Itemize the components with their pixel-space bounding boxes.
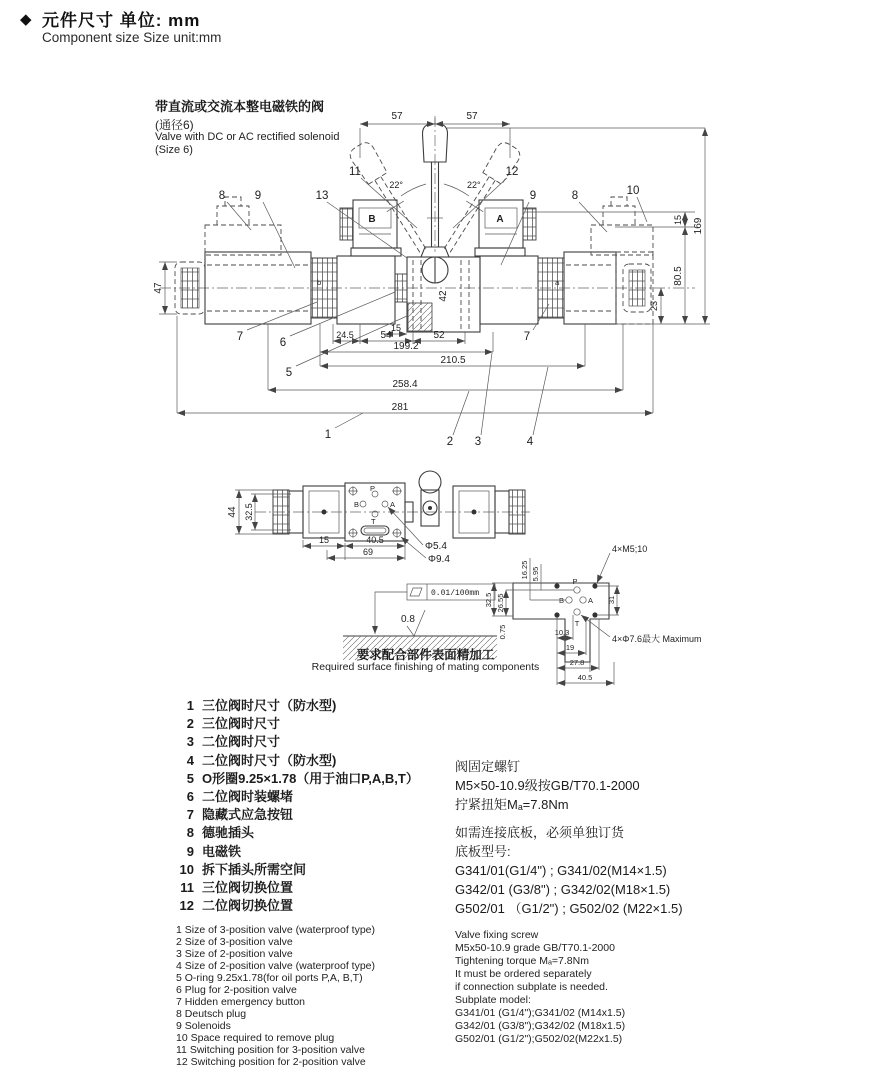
legend-item: 9 电磁铁 [186, 843, 242, 859]
callout-8-left: 8 [218, 190, 226, 202]
top-bottom-dims [303, 535, 405, 560]
callout-5: 5 [285, 367, 293, 379]
legend-item: 3 二位阀时尺寸 [186, 734, 281, 750]
drawing-size-cn: (通径6) [155, 118, 194, 132]
drawing-title-en: Valve with DC or AC rectified solenoid [155, 131, 340, 143]
connector-plug-a [479, 200, 536, 248]
legend-item: 1 Size of 3-position valve (waterproof type) [176, 924, 376, 936]
svg-text:5.95: 5.95 [531, 566, 540, 582]
note-line: G342/01 (G3/8");G342/02 (M18x1.5) [455, 1020, 626, 1032]
drawing-size-en: (Size 6) [155, 144, 193, 156]
callout-3: 3 [474, 436, 482, 448]
legend-item: 5 O-ring 9.25x1.78(for oil ports P,A, B,T) [176, 972, 363, 984]
dim-47 [153, 262, 177, 314]
legend-item: 2 三位阀时尺寸 [186, 716, 281, 732]
notes-chinese [455, 757, 683, 918]
mark-b: b [317, 278, 322, 287]
svg-text:52: 52 [433, 330, 445, 341]
note-line: M5x50-10.9 grade GB/T70.1-2000 [455, 942, 615, 954]
legend-item: 8 德驰插头 [186, 825, 255, 841]
dim-169 [693, 128, 705, 324]
page-title: 元件尺寸 单位: mm [42, 11, 201, 30]
page-subtitle: Component size Size unit:mm [42, 30, 222, 45]
top-lever-boss [405, 471, 441, 526]
note-line: M5×50-10.9级按GB/T70.1-2000 [455, 778, 640, 793]
dim-dia-9-4: Φ9.4 [428, 554, 450, 565]
note-line: Valve fixing screw [455, 929, 539, 941]
svg-text:32.5: 32.5 [484, 592, 493, 608]
svg-text:19: 19 [565, 643, 575, 652]
right-knurled-cap [623, 264, 651, 312]
top-port-b: B [354, 500, 360, 509]
legend-chinese [176, 697, 419, 915]
svg-text:80.5: 80.5 [673, 266, 684, 286]
angle-arc-right [444, 184, 469, 196]
callout-1: 1 [324, 429, 332, 441]
dim-22deg-left: 22° [389, 180, 403, 190]
left-emergency-button [311, 258, 337, 318]
flatness-callout [375, 584, 495, 634]
legend-item: 10 Space required to remove plug [176, 1032, 335, 1044]
note-line: 底板型号: [455, 844, 511, 859]
top-port-t: T [371, 517, 376, 526]
svg-text:40.5: 40.5 [366, 535, 384, 545]
svg-text:23: 23 [649, 300, 659, 312]
flatness-value: 0.01/100mm [431, 589, 480, 598]
svg-text:210.5: 210.5 [440, 355, 466, 366]
mark-a: a [555, 278, 560, 287]
callout-8-right: 8 [571, 190, 579, 202]
note-line: It must be ordered separately [455, 968, 592, 980]
svg-text:57: 57 [466, 111, 478, 122]
callout-7-left: 7 [236, 331, 244, 343]
legend-item: 4 Size of 2-position valve (waterproof type) [176, 960, 376, 972]
dim-210-5 [320, 355, 585, 366]
svg-text:40.5: 40.5 [577, 673, 593, 682]
callout-13: 13 [315, 190, 329, 202]
legend-item: 2 Size of 3-position valve [176, 936, 293, 948]
dim-281 [177, 402, 653, 413]
svg-text:69: 69 [362, 547, 374, 557]
mnt-port-p: P [572, 577, 578, 586]
top-left-solenoid [303, 486, 345, 538]
roughness-callout [401, 610, 425, 636]
subplate-outline [513, 583, 609, 662]
callouts [219, 166, 647, 448]
svg-text:26.55: 26.55 [496, 593, 505, 613]
svg-text:57: 57 [391, 111, 403, 122]
callout-6: 6 [279, 337, 287, 349]
right-plug-space-dashed [591, 197, 653, 255]
legend-item: 12 二位阀切换位置 [179, 898, 294, 914]
note-line: G502/01 （G1/2") ; G502/02 (M22×1.5) [455, 901, 683, 916]
mnt-port-a: A [588, 596, 594, 605]
mounting-pattern-drawing [486, 540, 731, 705]
legend-item: 10 拆下插头所需空间 [179, 861, 307, 877]
note-line: 阀固定螺钉 [455, 759, 521, 774]
legend-item: 4 二位阀时尺寸（防水型) [186, 752, 337, 768]
svg-text:47: 47 [153, 282, 164, 294]
right-emergency-button [538, 258, 564, 318]
dim-dia-5-4: Φ5.4 [425, 541, 447, 552]
port-label-b-plug: B [368, 214, 376, 225]
legend-item: 3 Size of 2-position valve [176, 948, 293, 960]
legend-item: 12 Switching position for 2-position valve [176, 1056, 366, 1068]
callout-7-right: 7 [523, 331, 531, 343]
legend-item: 6 Plug for 2-position valve [176, 984, 297, 996]
note-line: G341/01 (G1/4");G341/02 (M14x1.5) [455, 1007, 626, 1019]
note-line: if connection subplate is needed. [455, 981, 608, 993]
top-port-p: P [370, 484, 376, 493]
mnt-bottom-dims [555, 615, 614, 685]
top-left-cap [273, 490, 289, 534]
legend-item: 7 隐藏式应急按钮 [186, 807, 294, 823]
dim-22deg-right: 22° [467, 180, 481, 190]
dim-15-vert [673, 212, 685, 227]
svg-text:15: 15 [390, 323, 402, 333]
callout-9-left: 9 [254, 190, 262, 202]
svg-text:169: 169 [693, 217, 704, 235]
top-right-cap [509, 490, 525, 534]
mnt-port-b: B [558, 596, 564, 605]
svg-text:16.25: 16.25 [520, 560, 529, 580]
legend-item: 1 三位阀时尺寸（防水型) [186, 698, 337, 713]
callout-2: 2 [446, 436, 454, 448]
legend-item: 5 O形圈9.25×1.78（用于油口P,A,B,T） [186, 770, 419, 786]
legend-item: 8 Deutsch plug [176, 1008, 247, 1020]
port-label-a-plug: A [496, 214, 504, 225]
mnt-port-t: T [574, 619, 580, 628]
dim-42: 42 [438, 290, 449, 302]
top-port-a: A [390, 500, 396, 509]
note-line: G341/01(G1/4") ; G341/02(M14×1.5) [455, 863, 667, 878]
svg-text:281: 281 [391, 402, 409, 413]
note-line: G502/01 (G1/2");G502/02(M22x1.5) [455, 1033, 623, 1045]
diamond-bullet-icon: ◆ [20, 11, 32, 28]
svg-text:4×Φ7.6最大 Maximum: 4×Φ7.6最大 Maximum [612, 634, 702, 644]
roughness-value: 0.8 [401, 614, 415, 625]
legend-item: 9 Solenoids [176, 1020, 231, 1032]
note-line: Tightening torque Mₐ=7.8Nm [455, 955, 589, 967]
svg-text:0.75: 0.75 [498, 624, 507, 640]
drawing-title-cn: 带直流或交流本整电磁铁的阀 [155, 99, 325, 114]
legend-item: 6 二位阀时装螺堵 [186, 788, 294, 804]
svg-text:10.3: 10.3 [554, 628, 570, 637]
note-line: 如需连接底板，必须单独订货 [455, 825, 625, 840]
svg-text:4×M5;10: 4×M5;10 [612, 544, 648, 554]
connector-plug-b [340, 200, 397, 248]
top-oval-slot [361, 526, 389, 535]
callout-10: 10 [626, 185, 640, 197]
dim-80-5 [673, 227, 685, 324]
angle-arc-left [401, 184, 426, 196]
right-coil-housing [475, 248, 538, 324]
svg-text:32.5: 32.5 [244, 503, 254, 521]
legend-english [176, 924, 375, 1068]
notes-english [455, 929, 625, 1046]
svg-text:15: 15 [673, 214, 683, 226]
svg-text:258.4: 258.4 [392, 379, 418, 390]
two-position-plug [395, 274, 407, 302]
surface-caption-cn: 要求配合部件表面精加工 [356, 648, 495, 662]
mnt-thread-note [597, 544, 647, 583]
svg-text:31: 31 [607, 595, 616, 605]
legend-item: 11 Switching position for 3-position valve [176, 1044, 365, 1056]
legend-item: 11 三位阀切换位置 [180, 879, 294, 895]
svg-text:27.8: 27.8 [569, 658, 585, 667]
note-line: Subplate model: [455, 994, 531, 1006]
svg-text:199.2: 199.2 [393, 341, 419, 352]
top-right-solenoid [453, 486, 495, 538]
svg-text:54: 54 [380, 330, 392, 341]
svg-text:44: 44 [227, 506, 238, 518]
svg-text:15: 15 [318, 535, 330, 545]
callout-12: 12 [505, 166, 519, 178]
surface-caption-en: Required surface finishing of mating components [311, 661, 540, 673]
note-line: 拧紧扭矩Mₐ=7.8Nm [455, 797, 569, 812]
dim-258-4 [268, 379, 623, 390]
svg-text:24.5: 24.5 [336, 330, 354, 340]
dim-199-2 [320, 341, 493, 352]
callout-9-right: 9 [529, 190, 537, 202]
left-plug-space-dashed [205, 197, 281, 255]
mnt-top-dims [520, 558, 566, 600]
note-line: G342/01 (G3/8") ; G342/02(M18×1.5) [455, 882, 671, 897]
callout-4: 4 [526, 436, 534, 448]
main-front-view-drawing [55, 100, 715, 460]
legend-item: 7 Hidden emergency button [176, 996, 306, 1008]
callout-11: 11 [349, 166, 361, 178]
